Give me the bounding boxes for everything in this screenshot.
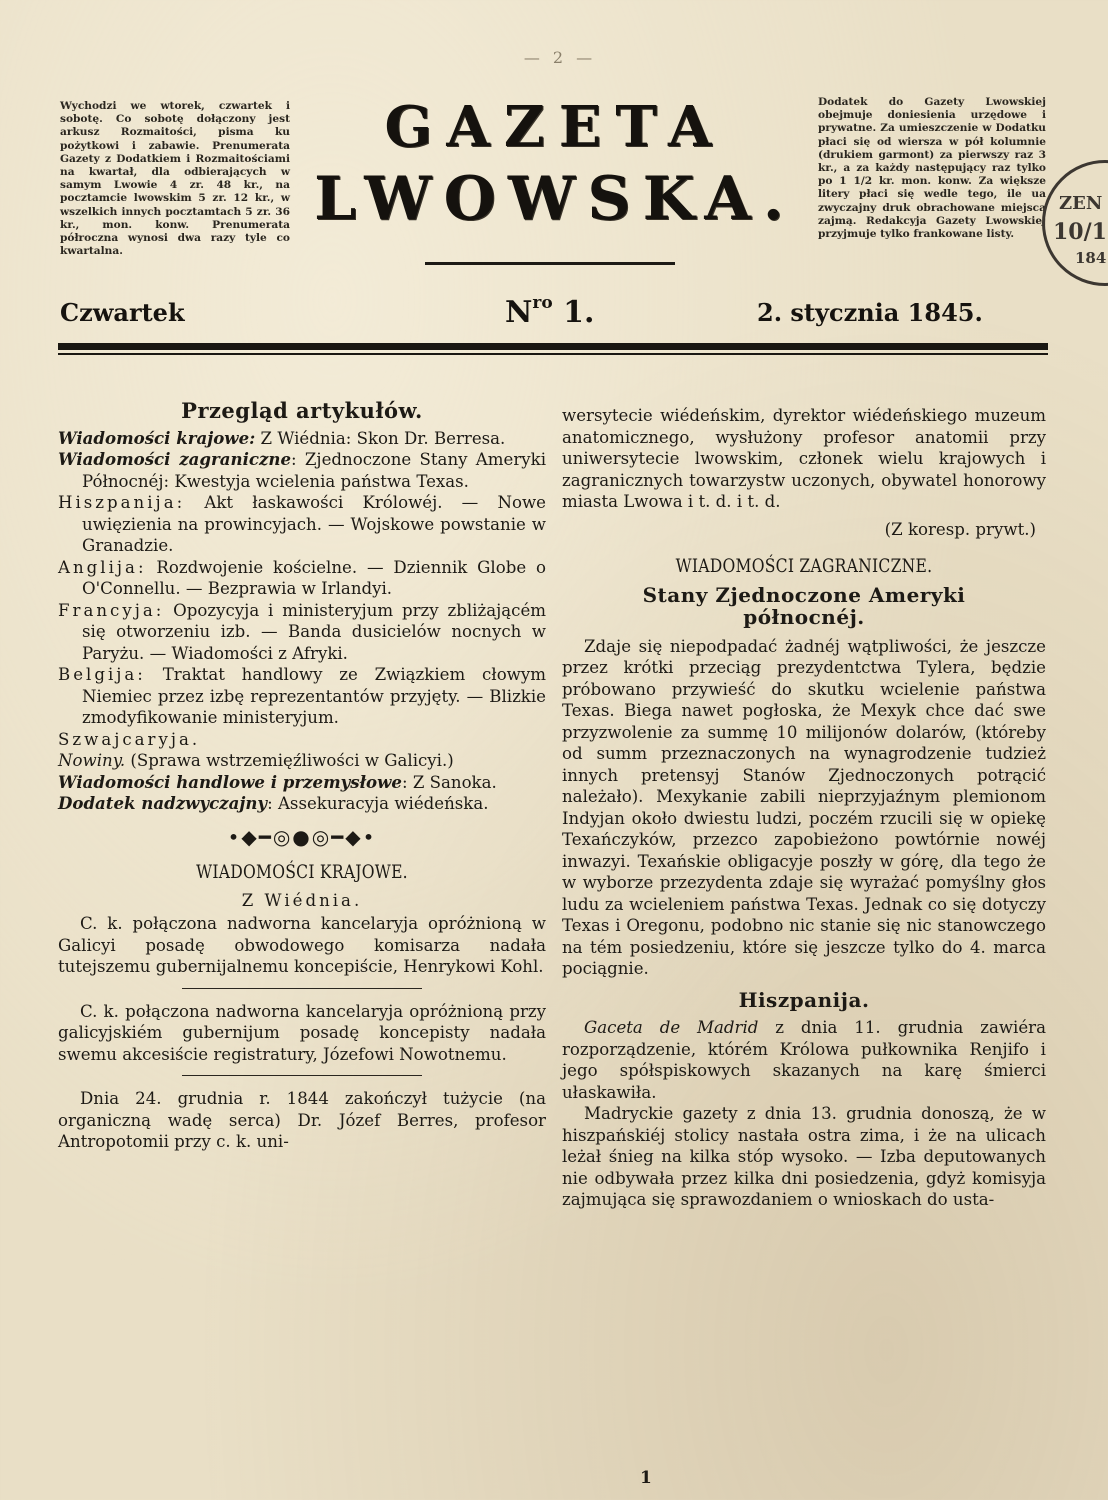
news-paragraph-continued: wersytecie wiédeńskim, dyrektor wiédeńskiego muzeum anatomicznego, wysłużony profesor anatomii przy uniwersytecie lwowskim, członek wielu krajowych i zagranicznych towarzystw uczonych, obywatel honorowy miasta Lwowa i t. d. i t. d. — [562, 406, 1046, 511]
news-paragraph: Dnia 24. grudnia r. 1844 zakończył tużycie (na organiczną wadę serca) Dr. Józef Berres, profesor Antropotomii przy c. k. uni- — [58, 1089, 546, 1151]
issue-number-value: 1. — [563, 295, 595, 330]
spain-paragraph: Madryckie gazety z dnia 13. grudnia donoszą, że w hiszpańskiéj stolicy nastała ostra zima, i że na ulicach leżał śnieg na kilka stóp wysoko. — Izba deputowanych nie odbywała przez kilka dni posiedzenia, gdyż komisyja zajmująca się sprawozdaniem o wnioskach do usta- — [562, 1104, 1046, 1209]
review-item: Belgija: Traktat handlowy ze Związkiem cłowym Niemiec przez izbę reprezentantów przyjęty. — Blizkie zmodyfikowanie ministeryjum. — [58, 665, 546, 727]
issue-number-sup: ro — [532, 293, 553, 313]
foreign-news-heading: WIADOMOŚCI ZAGRANICZNE. — [675, 555, 933, 577]
news-paragraph: C. k. połączona nadworna kancelaryja opróżnioną przy galicyjskiém gubernijum posadę koncepisty nadała swemu akcesiście registratury, Józefowi Nowotnemu. — [58, 1001, 546, 1064]
spain-heading: Hiszpanija. — [738, 987, 870, 1012]
top-page-mark: — 2 — — [523, 48, 597, 67]
usa-paragraph: Zdaje się niepodpadać żadnéj wątpliwości, że jeszcze przez krótki przeciąg prezydentctwa Tylera, będzie próbowano przywieść do skutku wcielenie państwa Texas. Biega nawet pogłoska, że Mexyk chce dać swe przyzwolenie za summę 10 milijonów dolarów, (któreby od summ przeznaczonych na wynagrodzenie tudzież innych pretensyj Stanów Zjednoczonych potrącić należało). Mexykanie zabili nieprzyjaźnym plemionom Indyjan około dwiestu ludzi, poczém rzucili się w opiekę Texańczyków, przezco zapobieżono powtórnie nowéj inwazyi. Texańskie obligacyje poszły w górę, dla tego że w wyborze przezydenta zdaje się wyrażać pomyślny głos ludu za wcieleniem państwa Texas. Jednak co się dotyczy Texas i Oregonu, podobno nic stanie się nic stanowczego na tém posiedzeniu, które się jeszcze tylko do 4. marca pociągnie. — [562, 636, 1046, 978]
review-list — [58, 428, 546, 815]
stamp-text-1: ZEN — [1059, 193, 1103, 214]
short-divider — [182, 1075, 422, 1076]
postal-stamp — [1042, 160, 1108, 286]
subscription-notice: Wychodzi we wtorek, czwartek i sobotę. Co sobotę dołączony jest arkusz Rozmaitości, pisma ku pożytkowi i zabawie. Prenumerata Gazety z Dodatkiem i Rozmaitościami na kwartał, dla odbierających w samym Lwowie 4 zr. 48 kr., na pocztamcie lwowskim 5 zr. 12 kr., w wszelkich innych pocztamtach 5 zr. 36 kr., mon. konw. Prenumerata półroczna wynosi dwa razy tyle co kwartalna. — [60, 100, 290, 258]
ornament-divider: •◆━◎●◎━◆• — [227, 824, 377, 849]
review-item: Hiszpanija: Akt łaskawości Królowéj. — Nowe uwięzienia na prowincyjach. — Wojskowe powstanie w Granadzie. — [58, 493, 546, 555]
review-item: Dodatek nadzwyczajny: Assekuracyja wiédeńska. — [58, 793, 489, 813]
review-item: Nowiny. (Sprawa wstrzemięźliwości w Galicyi.) — [58, 751, 454, 770]
issue-number — [505, 293, 595, 330]
source-note: (Z koresp. prywt.) — [884, 519, 1036, 539]
issue-date: 2. stycznia 1845. — [757, 298, 983, 327]
left-column — [58, 400, 546, 1153]
news-paragraph: C. k. połączona nadworna kancelaryja opróżnioną w Galicyi posadę obwodowego komisarza nadała tutejszemu gubernijalnemu koncepiście, Henrykowi Kohl. — [58, 914, 546, 976]
vienna-heading: Z Wiédnia. — [241, 890, 363, 910]
stamp-text-2: 10/1 — [1053, 219, 1107, 245]
right-column — [562, 405, 1046, 1211]
header-rule-thick — [58, 343, 1048, 350]
page-number: 1 — [640, 1468, 652, 1488]
review-item: Wiadomości handlowe i przemysłowe: Z Sanoka. — [58, 771, 497, 792]
review-item: Wiadomości zagraniczne: Zjednoczone Stany Ameryki Północnéj: Kwestyja wcielenia państwa Texas. — [58, 449, 546, 491]
review-item: Wiadomości krajowe: Z Wiédnia: Skon Dr. Berresa. — [58, 427, 506, 448]
review-heading: Przegląd artykułów. — [181, 398, 423, 423]
issue-day: Czwartek — [60, 298, 185, 327]
domestic-news-heading: WIADOMOŚCI KRAJOWE. — [196, 861, 408, 883]
review-item: Szwajcaryja. — [58, 729, 201, 749]
stamp-text-3: 184 — [1075, 249, 1107, 267]
masthead-line-2: LWOWSKA. — [314, 164, 796, 234]
supplement-notice: Dodatek do Gazety Lwowskiej obejmuje doniesienia urzędowe i prywatne. Za umieszczenie w Dodatku płaci się od wiersza w pół kolumnie (drukiem garmont) za pierwszy raz 3 kr., a za każdy następujący raz tylko po 1 1/2 kr. mon. konw. Za większe litery płaci się wedle tego, ile ua zwyczajny druk obrachowane miejsca zajmą. Redakcyja Gazety Lwowskiej przyjmuje tylko frankowane listy. — [818, 96, 1046, 241]
usa-heading: Stany Zjednoczone Ameryki północnéj. — [642, 582, 966, 629]
masthead-rule — [425, 262, 675, 265]
short-divider — [182, 988, 422, 989]
issue-number-prefix: N — [505, 295, 533, 330]
review-item: Francyja: Opozycyja i ministeryjum przy zbliżającém się otworzeniu izb. — Banda dusicielów nocnych w Paryżu. — Wiadomości z Afryki. — [58, 600, 546, 663]
header-rule-thin — [58, 353, 1048, 355]
masthead-title — [300, 92, 810, 236]
review-item: Anglija: Rozdwojenie kościelne. — Dziennik Globe o O'Connellu. — Bezprawia w Irlandyi. — [58, 557, 546, 598]
spain-paragraph: Gaceta de Madrid z dnia 11. grudnia zawiéra rozporządzenie, którém Królowa pułkownika Renjifo i jego spółspiskowych skazanych na karę śmierci ułaskawiła. — [562, 1018, 1046, 1102]
masthead-line-1: GAZETA — [384, 94, 726, 160]
